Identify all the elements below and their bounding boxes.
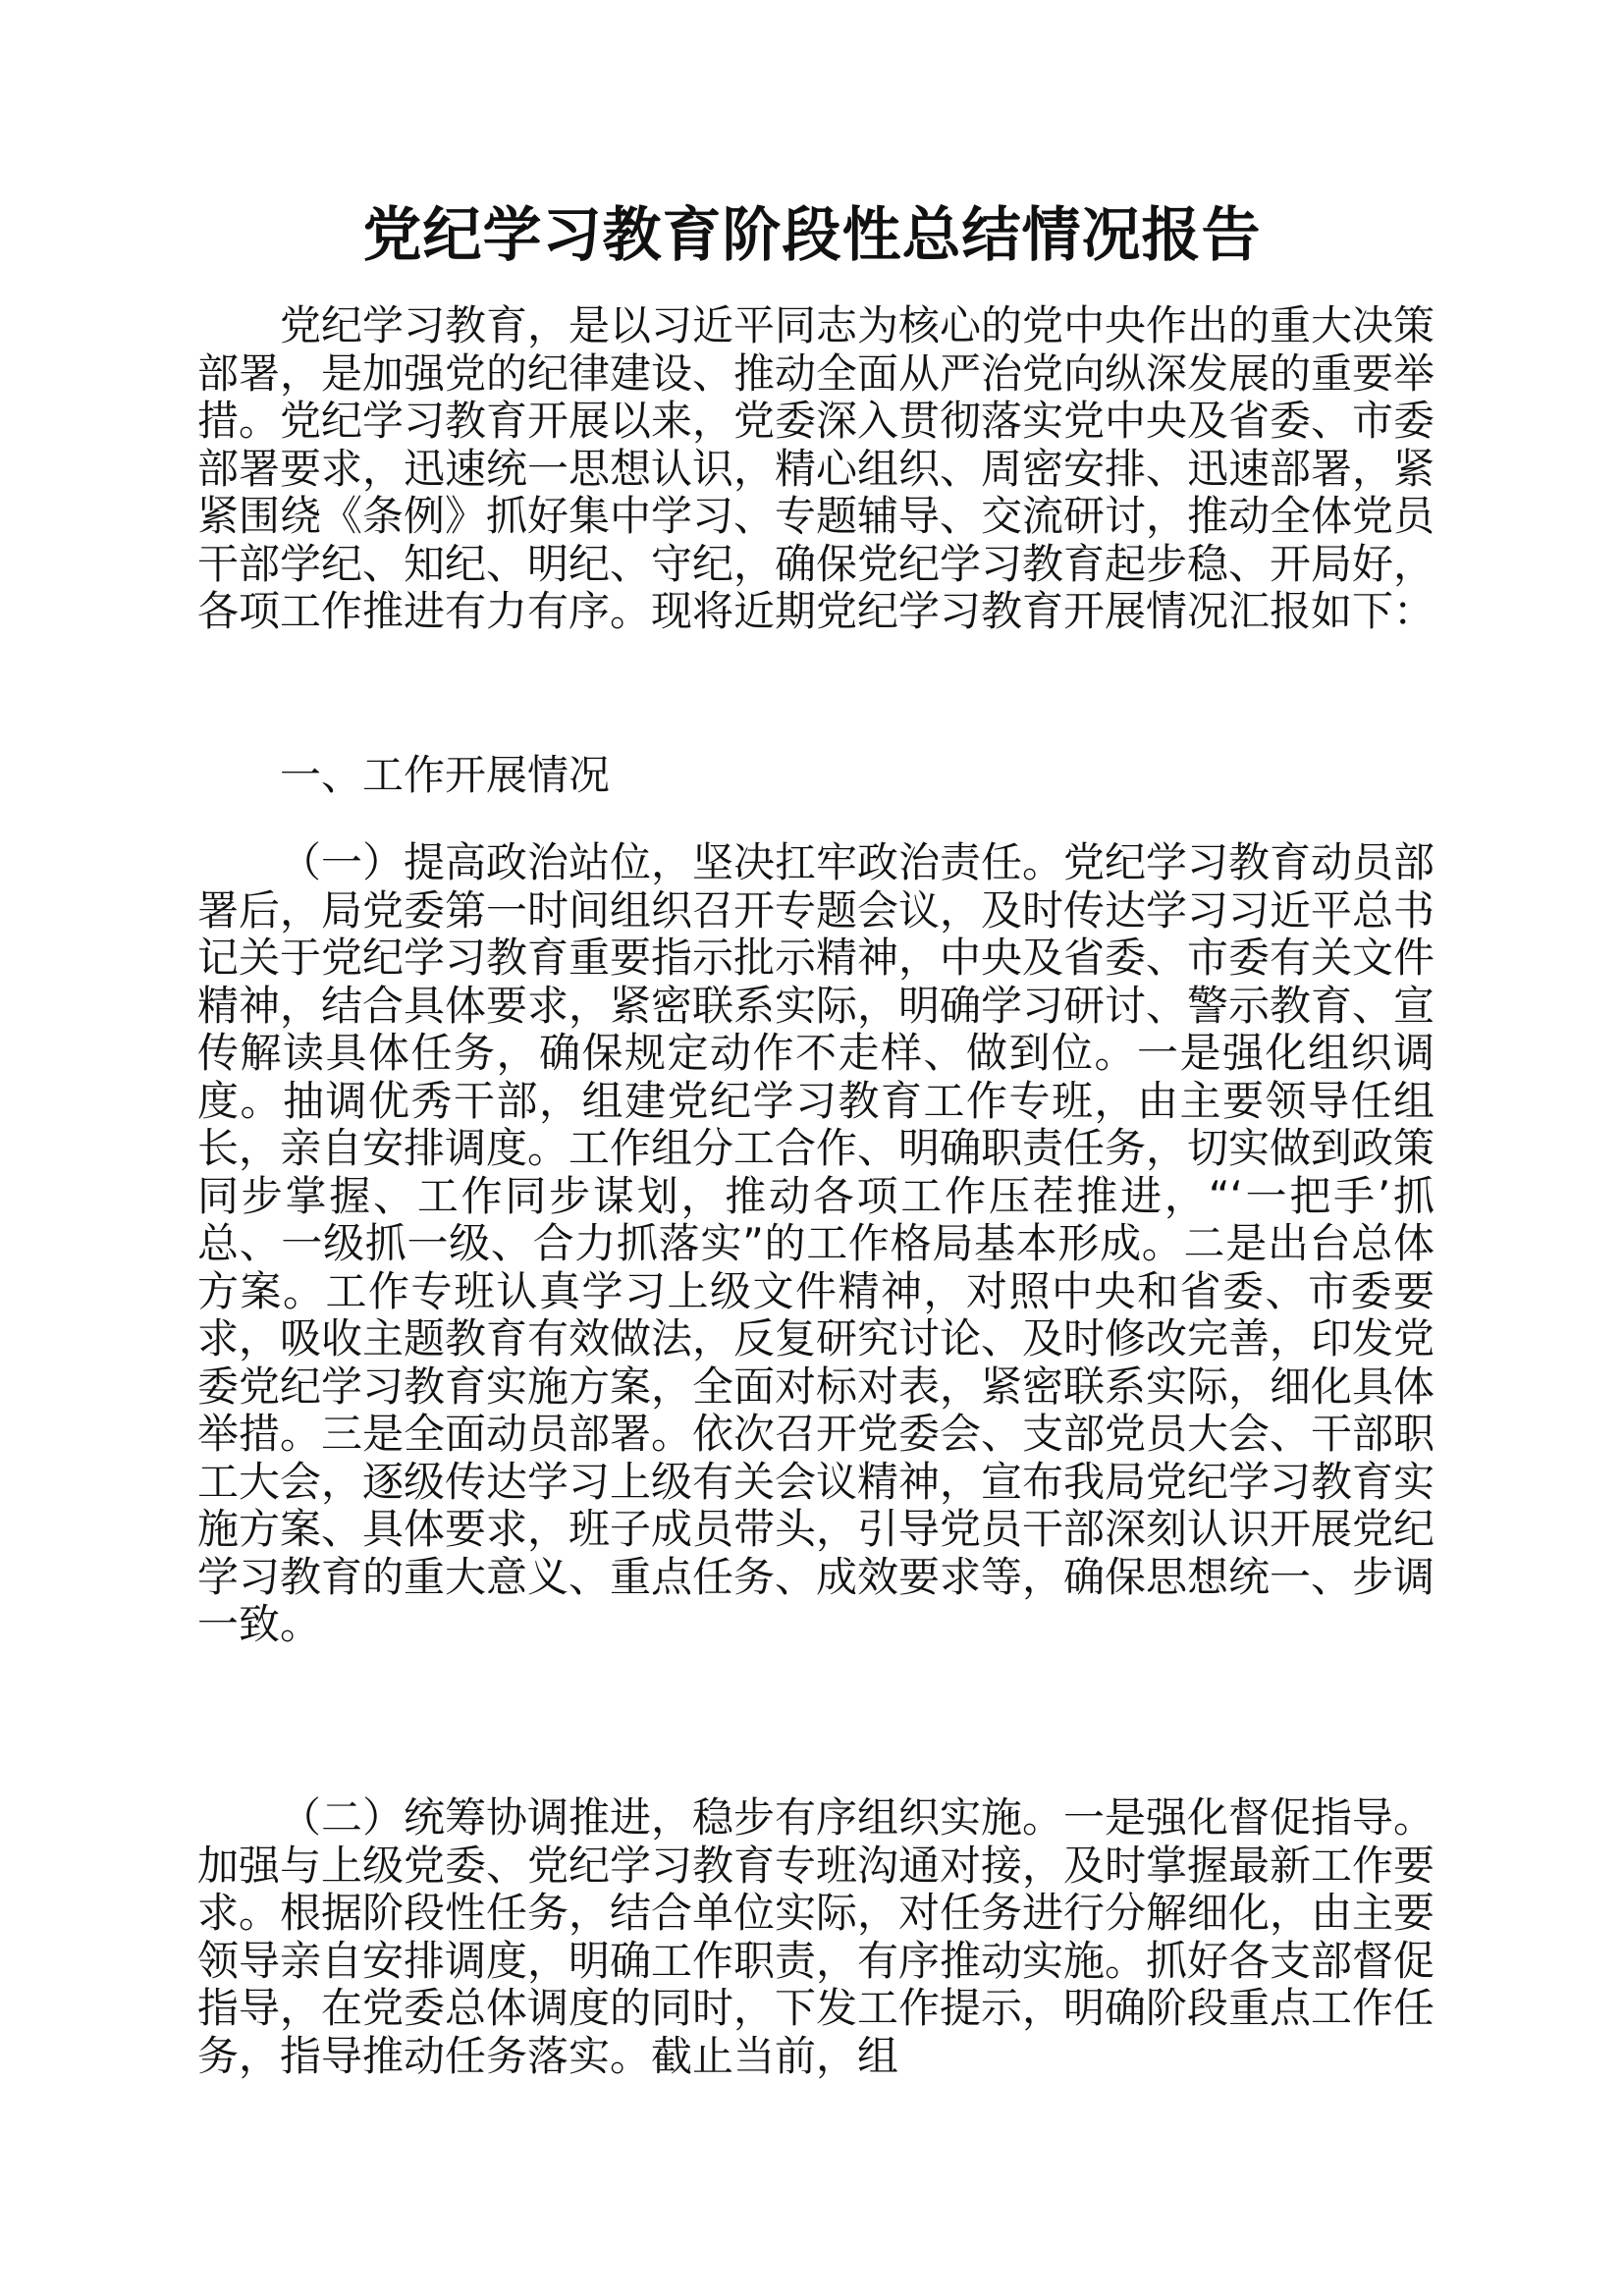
document-title: 党纪学习教育阶段性总结情况报告 (362, 201, 1262, 270)
section-heading-work-progress: 一、工作开展情况 (280, 751, 611, 799)
section-paragraph-coordination: （二）统筹协调推进，稳步有序组织实施。一是强化督促指导。加强与上级党委、党纪学习教育专班沟通对接，及时掌握最新工作要求。根据阶段性任务，结合单位实际，对任务进行分解细化，由主要领导亲自安排调度，明确工作职责，有序推动实施。抓好各支部督促指导，在党委总体调度的同时，下发工作提示，明确阶段重点工作任务，指导推动任务落实。截止当前，组 (197, 1793, 1435, 2080)
section-paragraph-political-standing: （一）提高政治站位，坚决扛牢政治责任。党纪学习教育动员部署后，局党委第一时间组织召开专题会议，及时传达学习习近平总书记关于党纪学习教育重要指示批示精神，中央及省委、市委有关文件精神，结合具体要求，紧密联系实际，明确学习研讨、警示教育、宣传解读具体任务，确保规定动作不走样、做到位。一是强化组织调度。抽调优秀干部，组建党纪学习教育工作专班，由主要领导任组长，亲自安排调度。工作组分工合作、明确职责任务，切实做到政策同步掌握、工作同步谋划，推动各项工作压茬推进，“‘一把手’抓总、一级抓一级、合力抓落实”的工作格局基本形成。二是出台总体方案。工作专班认真学习上级文件精神，对照中央和省委、市委要求，吸收主题教育有效做法，反复研究讨论、及时修改完善，印发党委党纪学习教育实施方案，全面对标对表，紧密联系实际，细化具体举措。三是全面动员部署。依次召开党委会、支部党员大会、干部职工大会，逐级传达学习上级有关会议精神，宣布我局党纪学习教育实施方案、具体要求，班子成员带头，引导党员干部深刻认识开展党纪学习教育的重大意义、重点任务、成效要求等，确保思想统一、步调一致。 (197, 838, 1435, 1648)
intro-paragraph: 党纪学习教育，是以习近平同志为核心的党中央作出的重大决策部署，是加强党的纪律建设、推动全面从严治党向纵深发展的重要举措。党纪学习教育开展以来，党委深入贯彻落实党中央及省委、市委部署要求，迅速统一思想认识，精心组织、周密安排、迅速部署，紧紧围绕《条例》抓好集中学习、专题辅导、交流研讨，推动全体党员干部学纪、知纪、明纪、守纪，确保党纪学习教育起步稳、开局好，各项工作推进有力有序。现将近期党纪学习教育开展情况汇报如下： (197, 301, 1435, 635)
